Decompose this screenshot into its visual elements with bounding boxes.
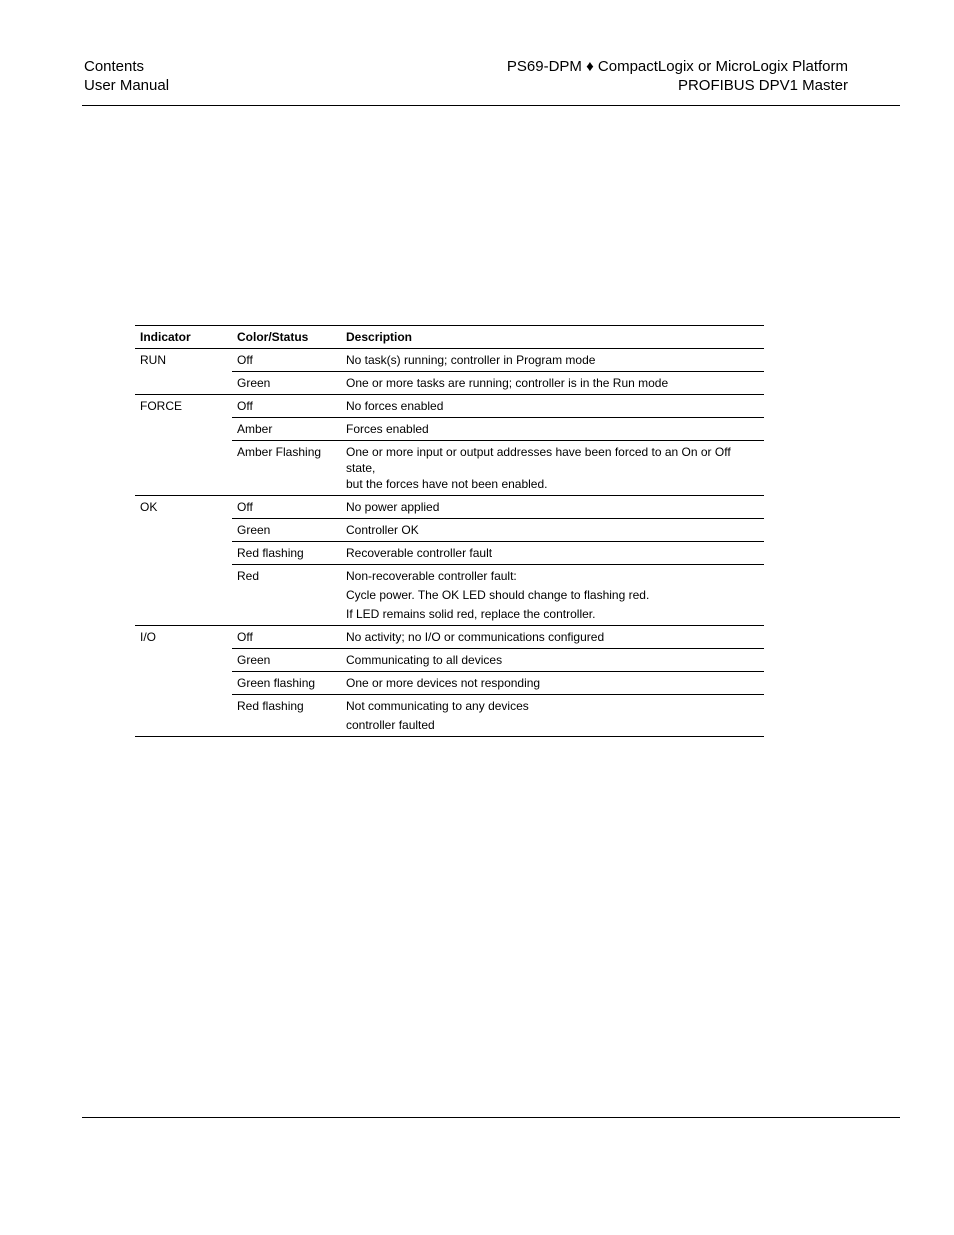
status-cell: Off <box>232 349 341 372</box>
status-cell: Green <box>232 519 341 542</box>
description-line: Cycle power. The OK LED should change to flashing red. <box>346 588 650 602</box>
indicator-cell <box>135 418 232 441</box>
description-line: If LED remains solid red, replace the controller. <box>346 607 596 621</box>
description-line: No forces enabled <box>346 399 444 413</box>
description-cell <box>341 496 764 519</box>
description-cell <box>341 418 764 441</box>
description-line: No power applied <box>346 500 440 514</box>
table-row <box>135 672 764 695</box>
status-cell: Amber Flashing <box>232 441 341 496</box>
table-header-row <box>135 326 764 349</box>
description-cell <box>341 695 764 737</box>
footer-divider <box>82 1117 900 1118</box>
status-cell: Off <box>232 395 341 418</box>
description-line: One or more devices not responding <box>346 676 541 690</box>
column-header-description: Description <box>341 326 764 349</box>
description-line: Forces enabled <box>346 422 429 436</box>
description-cell <box>341 565 764 626</box>
column-header-indicator: Indicator <box>135 326 232 349</box>
indicator-cell <box>135 519 232 542</box>
indicator-cell: RUN <box>140 353 166 367</box>
description-cell <box>341 372 764 395</box>
table-row <box>135 349 764 372</box>
description-line: One or more input or output addresses have been forced to an On or Off state, <box>346 445 731 475</box>
page-header-right <box>507 57 848 95</box>
description-line: No task(s) running; controller in Program mode <box>346 353 596 367</box>
indicator-cell <box>135 542 232 565</box>
table-row <box>135 542 764 565</box>
indicator-cell: FORCE <box>140 399 182 413</box>
description-line: Non-recoverable controller fault: <box>346 569 517 583</box>
status-cell: Green <box>232 372 341 395</box>
description-line: but the forces have not been enabled. <box>346 477 548 491</box>
status-cell: Red flashing <box>232 542 341 565</box>
description-cell <box>341 542 764 565</box>
description-cell <box>341 349 764 372</box>
description-cell <box>341 672 764 695</box>
description-line: Recoverable controller fault <box>346 546 493 560</box>
indicator-cell <box>135 672 232 695</box>
led-indicator-table <box>135 325 764 737</box>
description-cell <box>341 395 764 418</box>
status-cell: Red flashing <box>232 695 341 737</box>
table-row <box>135 626 764 649</box>
table-row <box>135 372 764 395</box>
header-product-subtitle: PROFIBUS DPV1 Master <box>677 77 848 94</box>
status-cell: Green <box>232 649 341 672</box>
table-row <box>135 441 764 496</box>
status-cell: Red <box>232 565 341 626</box>
status-cell: Off <box>232 626 341 649</box>
table-body <box>135 349 764 737</box>
header-divider <box>82 105 900 106</box>
indicator-cell <box>135 441 232 496</box>
indicator-cell: OK <box>140 500 158 514</box>
description-cell <box>341 649 764 672</box>
table-row <box>135 519 764 542</box>
description-line: One or more tasks are running; controller is in the Run mode <box>346 376 669 390</box>
description-cell <box>341 441 764 496</box>
description-line: No activity; no I/O or communications configured <box>346 630 605 644</box>
description-line: Controller OK <box>346 523 419 537</box>
indicator-cell: I/O <box>140 630 157 644</box>
table-row <box>135 695 764 737</box>
description-cell <box>341 519 764 542</box>
header-section-title: Contents <box>84 58 145 75</box>
status-cell: Green flashing <box>232 672 341 695</box>
page-header-left <box>84 57 169 95</box>
description-line: controller faulted <box>346 718 435 732</box>
status-cell: Amber <box>232 418 341 441</box>
header-product-title: PS69-DPM ♦ CompactLogix or MicroLogix Platform <box>506 58 848 75</box>
table-row <box>135 496 764 519</box>
table-row <box>135 418 764 441</box>
description-line: Not communicating to any devices <box>346 699 529 713</box>
description-line: Communicating to all devices <box>346 653 503 667</box>
status-cell: Off <box>232 496 341 519</box>
table-row <box>135 649 764 672</box>
table-row <box>135 395 764 418</box>
description-cell <box>341 626 764 649</box>
table-row <box>135 565 764 626</box>
indicator-cell <box>135 695 232 737</box>
column-header-status: Color/Status <box>232 326 341 349</box>
indicator-cell <box>135 649 232 672</box>
header-document-type: User Manual <box>84 77 170 94</box>
indicator-cell <box>135 372 232 395</box>
indicator-cell <box>135 565 232 626</box>
